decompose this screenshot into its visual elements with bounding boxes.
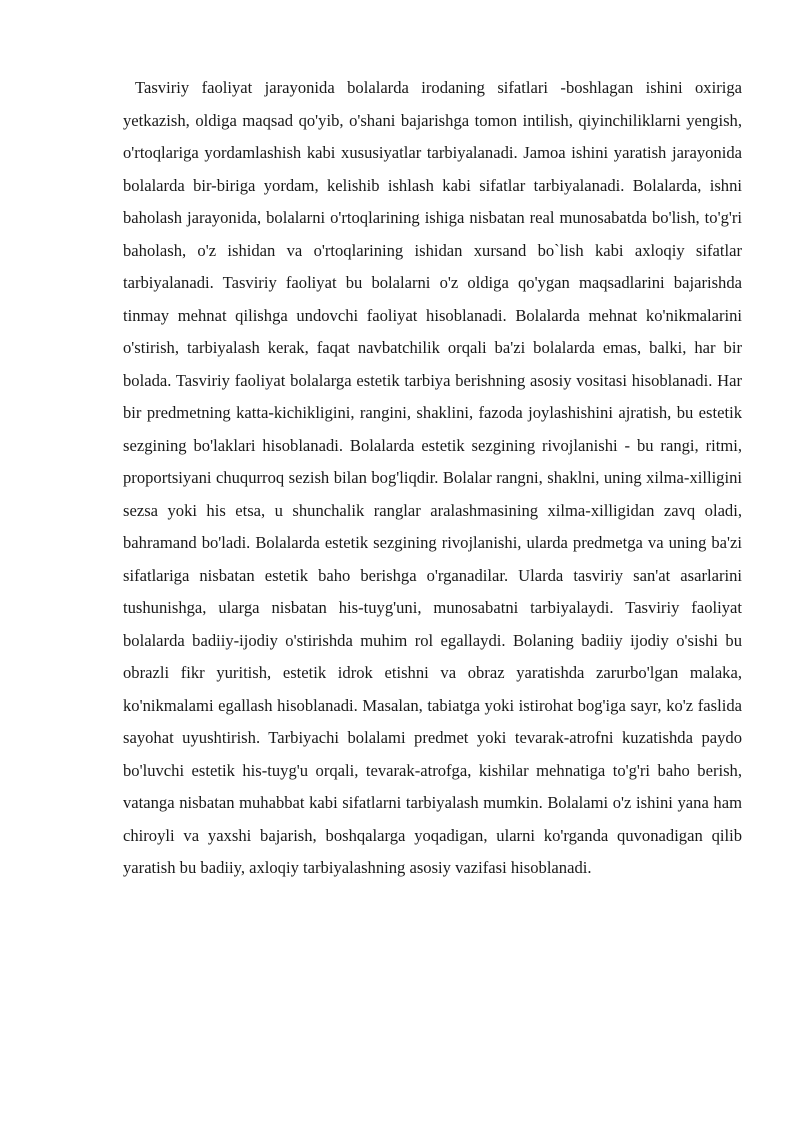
body-paragraph: Tasviriy faoliyat jarayonida bolalarda irodaning sifatlari -boshlagan ishini oxiriga yetkazish, oldiga maqsad qo'yib, o'shani bajarishga tomon intilish, qiyinchiliklarni yengish, o'rtoqlariga yordamlashish kabi xususiyatlar tarbiyalanadi. Jamoa ishini yaratish jarayonida bolalarda bir-biriga yordam, kelishib ishlash kabi sifatlar tarbiyalanadi. Bolalarda, ishni baholash jarayonida, bolalarni o'rtoqlarining ishiga nisbatan real munosabatda bo'lish, to'g'ri baholash, o'z ishidan va o'rtoqlarining ishidan xursand bo`lish kabi axloqiy sifatlar tarbiyalanadi. Tasviriy faoliyat bu bolalarni o'z oldiga qo'ygan maqsadlarini bajarishda tinmay mehnat qilishga undovchi faoliyat hisoblanadi. Bolalarda mehnat ko'nikmalarini o'stirish, tarbiyalash kerak, faqat navbatchilik orqali ba'zi bolalarda emas, balki, har bir bolada. Tasviriy faoliyat bolalarga estetik tarbiya berishning asosiy vositasi hisoblanadi. Har bir predmetning katta-kichikligini, rangini, shaklini, fazoda joylashishini ajratish, bu estetik sezgining bo'laklari hisoblanadi. Bolalarda estetik sezgining rivojlanishi - bu rangi, ritmi, proportsiyani chuqurroq sezish bilan bog'liqdir. Bolalar rangni, shaklni, uning xilma-xilligini sezsa yoki his etsa, u shunchalik ranglar aralashmasining xilma-xilligidan zavq oladi, bahramand bo'ladi. Bolalarda estetik sezgining rivojlanishi, ularda predmetga va uning ba'zi sifatlariga nisbatan estetik baho berishga o'rganadilar. Ularda tasviriy san'at asarlarini tushunishga, ularga nisbatan his-tuyg'uni, munosabatni tarbiyalaydi. Tasviriy faoliyat bolalarda badiiy-ijodiy o'stirishda muhim rol egallaydi. Bolaning badiiy ijodiy o'sishi bu obrazli fikr yuritish, estetik idrok etishni va obraz yaratishda zarurbo'lgan malaka, ko'nikmalami egallash hisoblanadi. Masalan, tabiatga yoki istirohat bog'iga sayr, ko'z faslida sayohat uyushtirish. Tarbiyachi bolalami predmet yoki tevarak-atrofni kuzatishda paydo bo'luvchi estetik his-tuyg'u orqali, tevarak-atrofga, kishilar mehnatiga to'g'ri baho berish, vatanga nisbatan muhabbat kabi sifatlarni tarbiyalash mumkin. Bolalami o'z ishini yana ham chiroyli va yaxshi bajarish, boshqalarga yoqadigan, ularni ko'rganda quvonadigan qilib yaratish bu badiiy, axloqiy tarbiyalashning asosiy vazifasi hisoblanadi.	[123, 78, 742, 877]
